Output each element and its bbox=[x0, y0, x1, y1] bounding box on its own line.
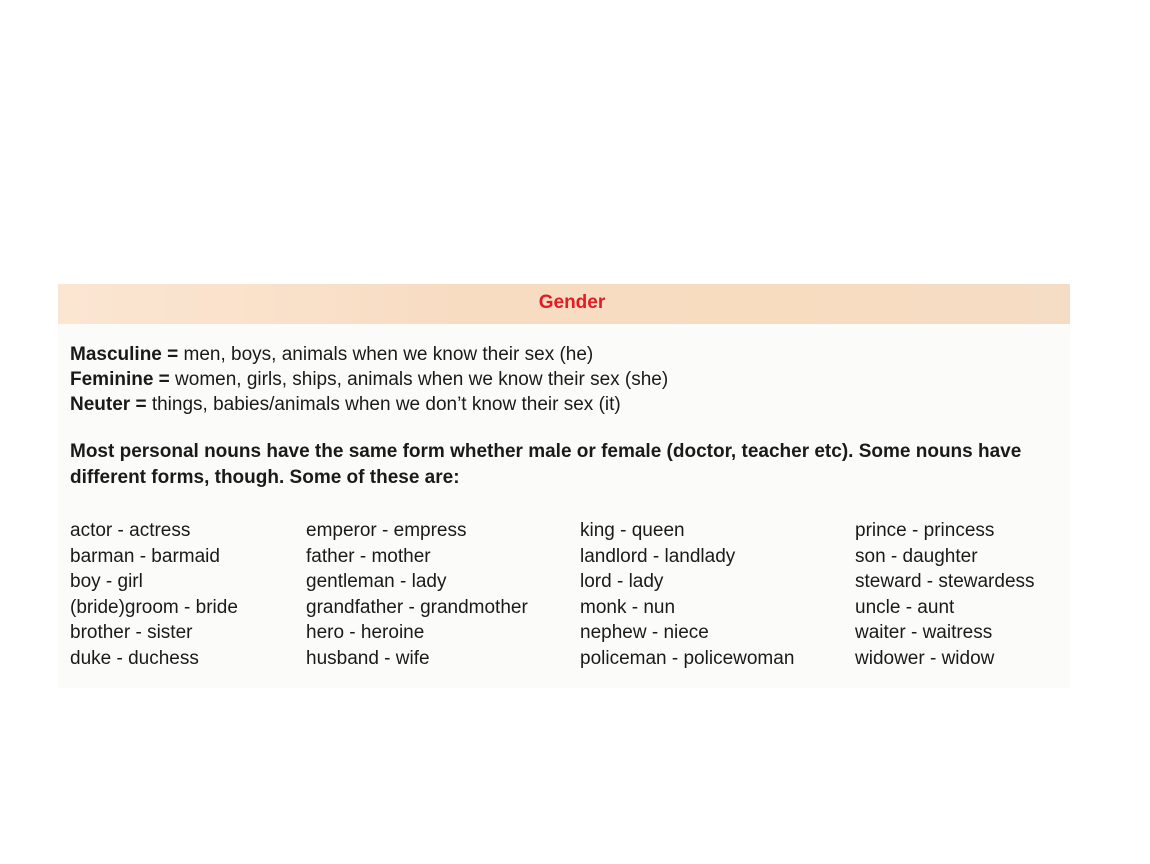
noun-pair: policeman - policewoman bbox=[580, 647, 795, 669]
noun-pair: lord - lady bbox=[580, 571, 664, 593]
noun-pair: son - daughter bbox=[855, 545, 978, 567]
noun-pair: boy - girl bbox=[70, 571, 143, 593]
gender-grammar-box bbox=[58, 284, 1070, 688]
noun-pair: nephew - niece bbox=[580, 622, 709, 644]
definition-feminine bbox=[70, 367, 668, 392]
noun-pair: king - queen bbox=[580, 520, 685, 541]
noun-pair: barman - barmaid bbox=[70, 545, 220, 567]
noun-pairs-column-4 bbox=[855, 518, 1035, 672]
section-title: Gender bbox=[538, 292, 606, 313]
definition-neuter bbox=[70, 392, 668, 417]
noun-pair: widower - widow bbox=[855, 647, 995, 669]
intro-paragraph: Most personal nouns have the same form whether male or female (doctor, teacher etc). Some nouns have different forms, though. Some of these are: bbox=[70, 441, 1022, 488]
noun-pair: brother - sister bbox=[70, 622, 193, 644]
definition-term: Neuter = bbox=[70, 394, 147, 415]
definition-term: Masculine = bbox=[70, 344, 179, 365]
definition-masculine bbox=[70, 342, 668, 367]
noun-pair: uncle - aunt bbox=[855, 596, 955, 618]
noun-pair: emperor - empress bbox=[306, 520, 467, 541]
definition-term: Feminine = bbox=[70, 369, 170, 390]
noun-pair: husband - wife bbox=[306, 647, 430, 669]
gender-definitions bbox=[70, 342, 668, 417]
definition-text: women, girls, ships, animals when we know their sex (she) bbox=[169, 369, 669, 390]
noun-pair: monk - nun bbox=[580, 596, 676, 618]
noun-pair: (bride)groom - bride bbox=[70, 596, 238, 618]
noun-pair: father - mother bbox=[306, 545, 431, 567]
noun-pair: gentleman - lady bbox=[306, 571, 447, 593]
noun-pairs-column-2 bbox=[306, 518, 528, 672]
noun-pair: waiter - waitress bbox=[855, 622, 993, 644]
definition-text: things, babies/animals when we don’t know their sex (it) bbox=[146, 394, 621, 415]
noun-pair: actor - actress bbox=[70, 520, 191, 541]
noun-pair: hero - heroine bbox=[306, 622, 425, 644]
noun-pair: steward - stewardess bbox=[855, 571, 1035, 593]
definition-text: men, boys, animals when we know their sex (he) bbox=[178, 344, 594, 365]
noun-pair: prince - princess bbox=[855, 520, 995, 541]
noun-pairs-column-1 bbox=[70, 518, 238, 672]
noun-pair: landlord - landlady bbox=[580, 545, 736, 567]
noun-pair: duke - duchess bbox=[70, 647, 199, 669]
noun-pairs-column-3 bbox=[580, 518, 794, 672]
noun-pair: grandfather - grandmother bbox=[306, 596, 528, 618]
